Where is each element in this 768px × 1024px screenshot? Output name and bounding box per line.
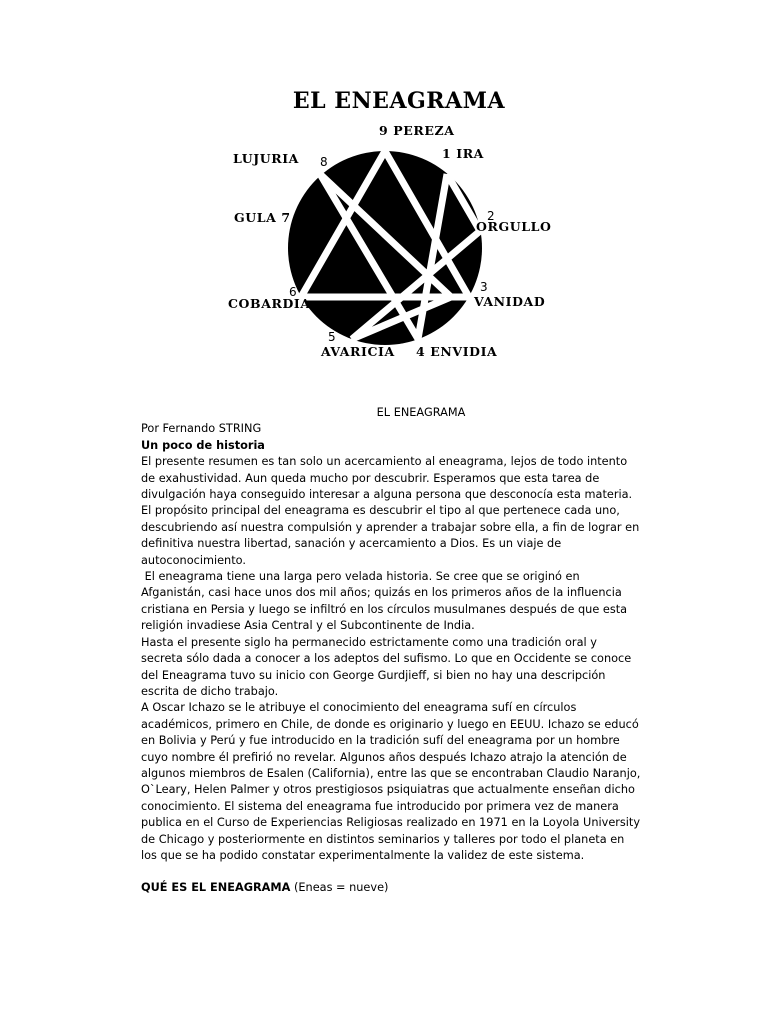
label-7-gula: GULA 7 [234, 210, 291, 225]
page-title: EL ENEAGRAMA [292, 88, 506, 114]
document-body [141, 405, 641, 897]
document-heading: EL ENEAGRAMA [376, 406, 466, 419]
section-heading-history: Un poco de historia [141, 438, 265, 452]
label-6-number: 6 [289, 285, 297, 299]
enneagram-diagram [0, 0, 768, 380]
paragraph-1: El presente resumen es tan solo un acercamiento al eneagrama, lejos de todo intento de exahustividad. Aun queda mucho por descubrir. Esperamos que esta tarea de divulgación haya conseguido interesar a alguna persona que desconocía esta materia. [141, 455, 633, 502]
document-author: Por Fernando STRING [141, 422, 262, 436]
section-heading-what-is-bold: QUÉ ES EL ENEAGRAMA [141, 881, 291, 895]
section-heading-what-is [141, 880, 641, 896]
label-8-number: 8 [320, 155, 328, 169]
label-5-avaricia: AVARICIA [321, 344, 395, 359]
label-4-envidia: 4 ENVIDIA [416, 344, 498, 359]
section-heading-what-is-note: (Eneas = nueve) [290, 881, 389, 895]
label-3-number: 3 [480, 280, 488, 294]
label-2-orgullo: ORGULLO [476, 219, 552, 234]
paragraph-3: El eneagrama tiene una larga pero velada historia. Se cree que se originó en Afganistán, casi hace unos dos mil años; quizás en los primeros años de la influencia cristiana en Persia y luego se infiltró en los círculos musulmanes después de que esta religión invadiese Asia Central y el Subcontinente de India. [141, 570, 631, 633]
label-5-number: 5 [328, 330, 336, 344]
label-2-number: 2 [487, 209, 495, 223]
paragraph-2: El propósito principal del eneagrama es descubrir el tipo al que pertenece cada uno, descubriendo así nuestra compulsión y aprender a trabajar sobre ella, a fin de lograr en definitiva nuestra libertad, sanación y acercamiento a Dios. Es un viaje de autoconocimiento. [141, 504, 640, 567]
paragraph-5: A Oscar Ichazo se le atribuye el conocimiento del eneagrama sufí en círculos académicos, primero en Chile, de donde es originario y luego en EEUU. Ichazo se educó en Bolivia y Perú y fue introducido en la tradición sufí del eneagrama por un hombre cuyo nombre él prefirió no revelar. Algunos años después Ichazo atrajo la atención de algunos miembros de Esalen (California), entre las que se encontraban Claudio Naranjo, O`Leary, Helen Palmer y otros prestigiosos psiquiatras que actualmente enseñan dicho conocimiento. El sistema del eneagrama fue introducido por primera vez de manera publica en el Curso de Experiencias Religiosas realizado en 1971 en la Loyola University de Chicago y posteriormente en distintos seminarios y talleres por todo el planeta en los que se ha podido constatar experimentalmente la validez de este sistema. [141, 701, 641, 862]
label-9-pereza: 9 PEREZA [379, 123, 455, 138]
label-6-cobardia: COBARDIA [228, 296, 311, 311]
label-3-vanidad: VANIDAD [474, 294, 546, 309]
label-1-ira: 1 IRA [442, 146, 484, 161]
paragraph-4: Hasta el presente siglo ha permanecido estrictamente como una tradición oral y secreta sólo dada a conocer a los adeptos del sufismo. Lo que en Occidente se conoce del Eneagrama tuvo su inicio con George Gurdjieff, si bien no hay una descripción escrita de dicho trabajo. [141, 635, 632, 698]
label-8-lujuria: LUJURIA [233, 151, 299, 166]
